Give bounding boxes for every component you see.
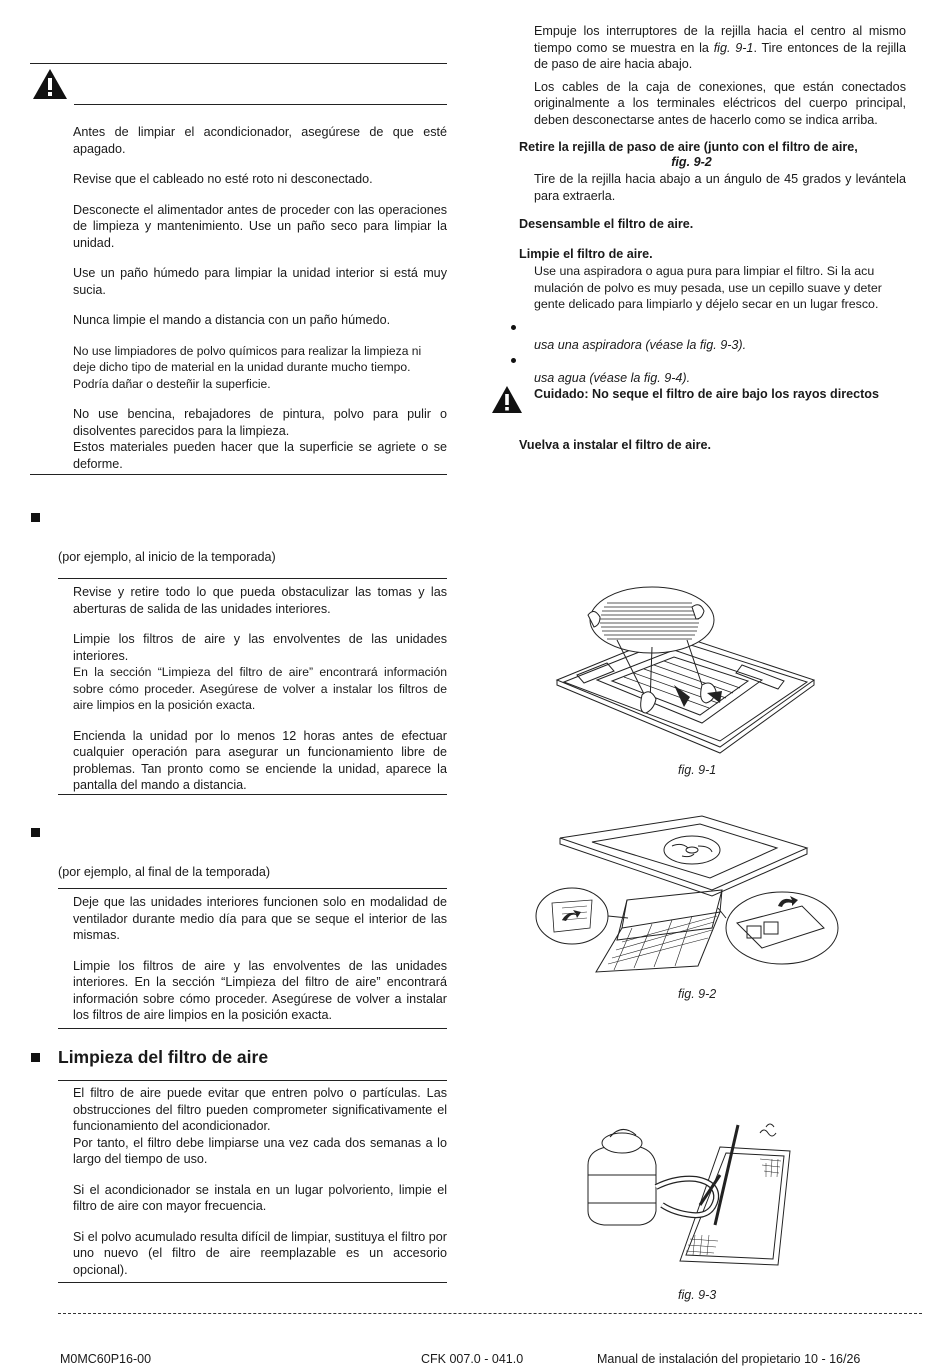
season-start-top-rule bbox=[58, 578, 447, 579]
season-end-paragraph: Deje que las unidades interiores funcionen solo en modalidad de ventilador durante medio día para que se seque el interior de las mismas. bbox=[73, 895, 447, 942]
fig-9-1-caption: fig. 9-1 bbox=[678, 763, 717, 777]
filter-section-list bbox=[73, 1085, 447, 1278]
warning-paragraph: Revise que el cableado no esté roto ni desconectado. bbox=[73, 172, 373, 186]
warning-paragraph: Nunca limpie el mando a distancia con un paño húmedo. bbox=[73, 313, 391, 327]
footer-dashed-rule bbox=[58, 1313, 922, 1314]
grille-switch-text: Empuje los interruptores de la rejilla hacia el centro al mismo tiempo como se muestra en la bbox=[534, 24, 906, 55]
step-remove-grille-title: Retire la rejilla de paso de aire (junto con el filtro de aire, bbox=[519, 140, 858, 154]
season-end-list bbox=[73, 894, 447, 1024]
filter-section-bottom-rule bbox=[58, 1282, 447, 1283]
fig-9-3-caption: fig. 9-3 bbox=[678, 1288, 717, 1302]
step-clean-filter-text: Use una aspiradora o agua pura para limpiar el filtro. Si la acu mulación de polvo es muy pesada, use un cepillo suave y deter gente delicado para limpiarlo y déjelo secar en un lugar fresco. bbox=[534, 264, 882, 311]
step-remove-grille-text: Tire de la rejilla hacia abajo a un ángulo de 45 grados y levántela para extraerla. bbox=[534, 172, 906, 203]
fig-9-3-illustration bbox=[580, 1115, 805, 1275]
season-start-paragraph: En la sección “Limpieza del filtro de aire” encontrará información sobre cómo proceder. Asegúrese de volver a instalar los filtros de aire limpios en la posición exacta. bbox=[73, 665, 447, 712]
filter-section-heading: Limpieza del filtro de aire bbox=[58, 1047, 269, 1067]
bullet-water-text: usa agua (véase la fig. 9-4). bbox=[534, 371, 691, 385]
grille-switch-text-end: . Tire entonces de la rejilla de paso de aire hacia abajo. bbox=[534, 40, 906, 71]
step-reinstall-filter: Vuelva a instalar el filtro de aire. bbox=[519, 438, 712, 452]
footer-manual-page: Manual de instalación del propietario 10 - 16/26 bbox=[597, 1352, 861, 1366]
section-bullet-square bbox=[31, 513, 40, 522]
fig-reference: fig. 9-1 bbox=[713, 40, 754, 55]
footer-code: M0MC60P16-00 bbox=[60, 1352, 152, 1366]
footer-model: CFK 007.0 - 041.0 bbox=[421, 1352, 524, 1366]
fig-9-2-caption: fig. 9-2 bbox=[678, 987, 717, 1001]
fig-9-1-illustration bbox=[552, 585, 822, 755]
season-end-top-rule bbox=[58, 888, 447, 889]
warning-title-rule bbox=[74, 104, 447, 105]
step-disassemble-filter: Desensamble el filtro de aire. bbox=[519, 217, 694, 231]
step-remove-fig-ref: fig. 9-2 bbox=[671, 155, 712, 169]
step-clean-filter: Limpie el filtro de aire. bbox=[519, 247, 653, 261]
season-end-bottom-rule bbox=[58, 1028, 447, 1029]
warning-paragraph: Antes de limpiar el acondicionador, asegúrese de que esté apagado. bbox=[73, 125, 447, 156]
season-start-paragraph: Revise y retire todo lo que pueda obstaculizar las tomas y las aberturas de salida de las unidades interiores. bbox=[73, 585, 447, 616]
warning-paragraph: Use un paño húmedo para limpiar la unidad interior si está muy sucia. bbox=[73, 266, 447, 297]
warning-list bbox=[73, 124, 447, 472]
season-start-paragraph: Limpie los filtros de aire y las envolventes de las unidades interiores. bbox=[73, 632, 447, 663]
filter-paragraph: Si el polvo acumulado resulta difícil de limpiar, sustituya el filtro por uno nuevo (el filtro de aire reemplazable es un accesorio opcional). bbox=[73, 1229, 447, 1277]
fig-9-2-illustration bbox=[532, 808, 842, 978]
warning-bottom-rule bbox=[30, 474, 447, 475]
filter-paragraph: El filtro de aire puede evitar que entren polvo o partículas. Las obstrucciones del filtro pueden comprometer significativamente el funcionamiento del acondicionador. bbox=[73, 1086, 447, 1133]
section-bullet-square bbox=[31, 828, 40, 837]
warning-triangle-icon bbox=[31, 67, 69, 101]
season-end-note: (por ejemplo, al final de la temporada) bbox=[58, 865, 271, 879]
caution-triangle-icon bbox=[490, 384, 524, 415]
warning-paragraph: No use limpiadores de polvo químicos para realizar la limpieza ni deje dicho tipo de material en la unidad durante mucho tiempo. Podría dañar o desteñir la superficie. bbox=[73, 343, 422, 391]
bullet-vacuum-text: usa una aspiradora (véase la fig. 9-3). bbox=[534, 338, 747, 352]
caution-text: Cuidado: No seque el filtro de aire bajo los rayos directos bbox=[534, 387, 880, 401]
filter-paragraph: Por tanto, el filtro debe limpiarse una vez cada dos semanas a lo largo del tiempo de uso. bbox=[73, 1135, 447, 1166]
season-start-note: (por ejemplo, al inicio de la temporada) bbox=[58, 550, 276, 564]
warning-top-rule bbox=[30, 63, 447, 64]
grille-instruction-block bbox=[534, 23, 906, 128]
filter-section-top-rule bbox=[58, 1080, 447, 1081]
grille-switch-paragraph bbox=[534, 23, 906, 73]
warning-paragraph: Desconecte el alimentador antes de proceder con las operaciones de limpieza y mantenimiento. Use un paño seco para limpiar la unidad. bbox=[73, 202, 447, 250]
season-end-paragraph: Limpie los filtros de aire y las envolventes de las unidades interiores. En la sección “Limpieza del filtro de aire” encontrará información sobre cómo proceder. Asegúrese de volver a instalar los filtros de aire limpios en la posición exacta. bbox=[73, 958, 447, 1022]
bullet-dot bbox=[511, 358, 516, 363]
season-start-paragraph: Encienda la unidad por lo menos 12 horas antes de efectuar cualquier operación para asegurar un funcionamiento libre de problemas. Tan pronto como se enciende la unidad, aparece la pantalla del mando a distancia. bbox=[73, 728, 447, 792]
wiring-paragraph: Los cables de la caja de conexiones, que están conectados originalmente a los terminales eléctricos del cuerpo principal, deben desconectarse antes de hacerlo como se indica arriba. bbox=[534, 79, 906, 127]
warning-paragraph: Estos materiales pueden hacer que la superficie se agriete o se deforme. bbox=[73, 440, 447, 471]
section-bullet-square bbox=[31, 1053, 40, 1062]
season-start-bottom-rule bbox=[58, 794, 447, 795]
season-start-list bbox=[73, 584, 447, 794]
bullet-dot bbox=[511, 325, 516, 330]
filter-paragraph: Si el acondicionador se instala en un lugar polvoriento, limpie el filtro de aire con mayor frecuencia. bbox=[73, 1182, 447, 1213]
warning-paragraph: No use bencina, rebajadores de pintura, polvo para pulir o disolventes parecidos para la limpieza. bbox=[73, 407, 447, 438]
